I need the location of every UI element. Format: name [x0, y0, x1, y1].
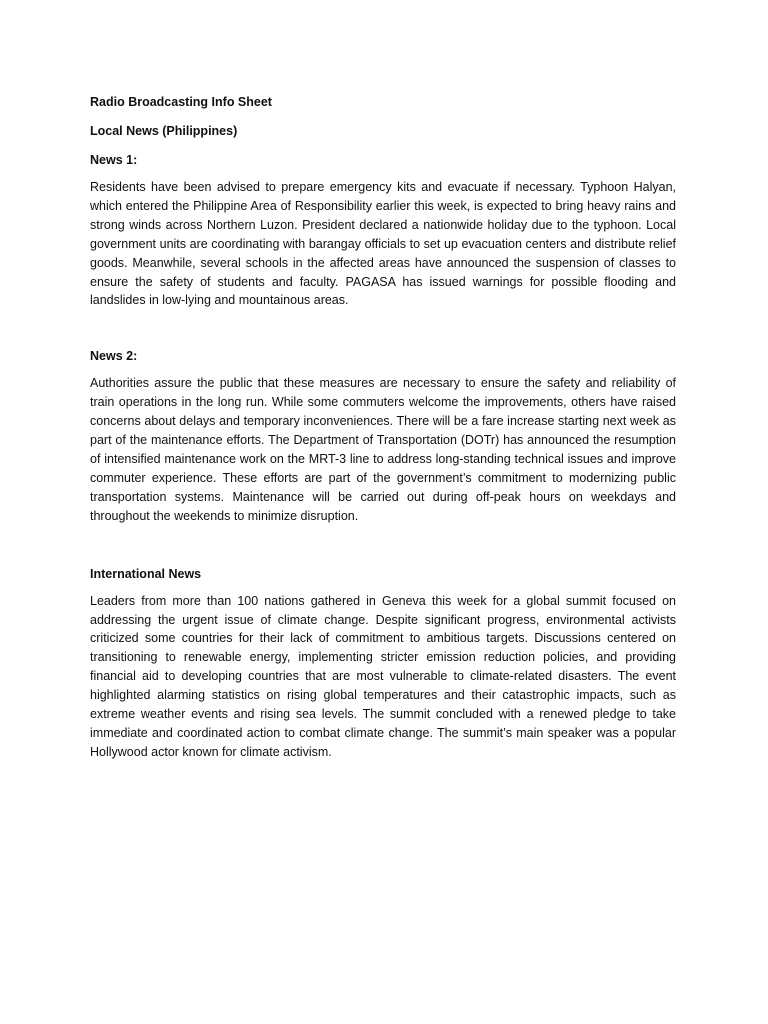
section-heading-local-news: Local News (Philippines)	[90, 124, 238, 138]
spacer	[90, 170, 676, 178]
news-2-body: Authorities assure the public that these measures are necessary to ensure the safety and reliability of train operations in the long run. While some commuters welcome the improvements, others have raised concerns about delays and temporary inconveniences. There will be a fare increase starting next week as part of the maintenance efforts. The Department of Transportation (DOTr) has announced the resumption of intensified maintenance work on the MRT-3 line to address long-standing technical issues and improve commuter experience. These efforts are part of the government’s commitment to modernizing public transportation systems. Maintenance will be carried out during off-peak hours on weekdays and throughout the weekends to minimize disruption.	[90, 376, 676, 523]
international-news-heading: International News	[90, 566, 202, 581]
spacer	[90, 141, 676, 151]
spacer	[90, 112, 676, 122]
spacer	[90, 526, 676, 565]
document-title: Radio Broadcasting Info Sheet	[90, 95, 272, 109]
spacer	[90, 584, 676, 592]
spacer	[90, 366, 676, 374]
news-2-heading: News 2:	[90, 349, 138, 364]
news-1-body: Residents have been advised to prepare emergency kits and evacuate if necessary. Typhoon Halyan, which entered the Philippine Area of Responsibility earlier this week, is expected to bring heavy rains and strong winds across Northern Luzon. President declared a nationwide holiday due to the typhoon. Local government units are coordinating with barangay officials to set up evacuation centers and distribute relief goods. Meanwhile, several schools in the affected areas have announced the suspension of classes to ensure the safety of students and faculty. PAGASA has issued warnings for possible flooding and landslides in low-lying and mountainous areas.	[90, 180, 676, 308]
news-1-heading: News 1:	[90, 153, 138, 167]
document-content	[90, 93, 676, 762]
international-news-body: Leaders from more than 100 nations gathered in Geneva this week for a global summit focused on addressing the urgent issue of climate change. Despite significant progress, environmental activists criticized some countries for their lack of commitment to ambitious targets. Discussions centered on transitioning to renewable energy, implementing stricter emission reduction policies, and providing financial aid to developing countries that are most vulnerable to climate-related disasters. The event highlighted alarming statistics on rising global temperatures and their catastrophic impacts, such as extreme weather events and rising sea levels. The summit concluded with a renewed pledge to take immediate and coordinated action to combat climate change. The summit’s main speaker was a popular Hollywood actor known for climate activism.	[90, 593, 676, 759]
spacer	[90, 310, 676, 347]
